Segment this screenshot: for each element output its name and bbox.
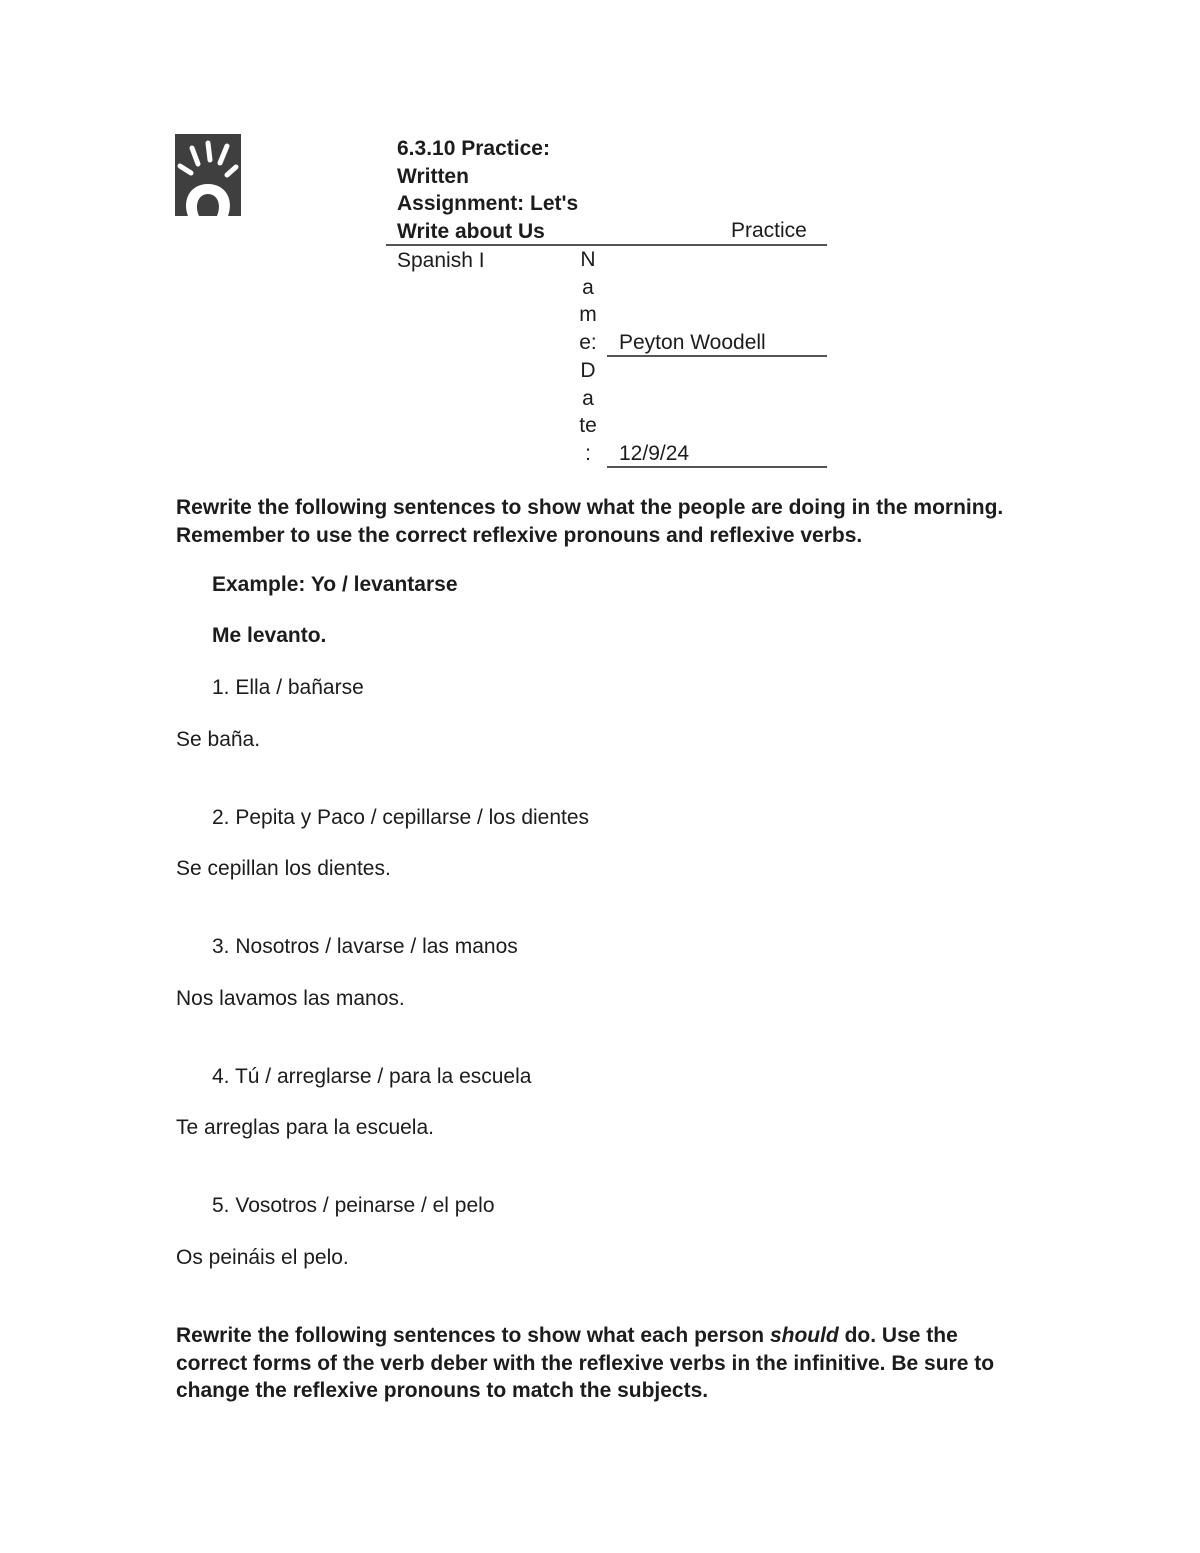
item-prompt: 1. Ella / bañarse	[212, 676, 364, 699]
name-label-char: N	[580, 248, 596, 271]
instruction-line: Remember to use the correct reflexive pronouns and reflexive verbs.	[176, 523, 863, 547]
date-value: 12/9/24	[619, 442, 690, 465]
date-label-char: a	[582, 386, 594, 410]
example-prompt: Example: Yo / levantarse	[212, 573, 458, 596]
name-label-char: m	[579, 303, 597, 327]
date-underline	[607, 466, 827, 468]
item-answer: Te arreglas para la escuela.	[176, 1116, 434, 1139]
item-prompt: 2. Pepita y Paco / cepillarse / los dientes	[212, 806, 590, 829]
example-answer: Me levanto.	[212, 624, 327, 647]
item-answer: Nos lavamos las manos.	[176, 987, 405, 1010]
instruction-line: Rewrite the following sentences to show what the people are doing in the morning.	[176, 496, 1004, 519]
title-line: Write about Us	[397, 219, 545, 243]
assignment-type: Practice	[731, 219, 807, 242]
course-name: Spanish I	[397, 249, 485, 272]
item-answer: Os peináis el pelo.	[176, 1246, 349, 1269]
title-line: Assignment: Let's	[397, 192, 579, 215]
item-prompt: 3. Nosotros / lavarse / las manos	[212, 935, 518, 958]
instruction-line	[176, 1322, 1056, 1350]
name-label-char: e:	[579, 331, 597, 355]
lightbulb-logo-icon	[175, 134, 241, 216]
date-label	[576, 357, 600, 468]
title-line: Written	[397, 164, 469, 188]
name-value: Peyton Woodell	[619, 331, 766, 354]
instructions-part-1	[176, 494, 1056, 549]
instruction-text: do. Use the	[838, 1324, 958, 1347]
assignment-title	[397, 135, 617, 245]
item-prompt: 4. Tú / arreglarse / para la escuela	[212, 1065, 532, 1088]
date-label-char: te	[579, 414, 597, 438]
item-prompt: 5. Vosotros / peinarse / el pelo	[212, 1194, 495, 1217]
title-underline	[386, 244, 827, 246]
instruction-emphasis: should	[769, 1324, 839, 1347]
name-underline	[607, 355, 827, 357]
logo	[175, 134, 241, 216]
date-label-char: :	[585, 442, 591, 466]
item-answer: Se cepillan los dientes.	[176, 857, 391, 880]
instructions-part-2	[176, 1322, 1056, 1405]
item-answer: Se baña.	[176, 728, 261, 751]
instruction-line: change the reflexive pronouns to match the subjects.	[176, 1379, 709, 1402]
name-label	[576, 246, 600, 357]
instruction-line: correct forms of the verb deber with the reflexive verbs in the infinitive. Be sure to	[176, 1351, 995, 1375]
date-label-char: D	[580, 359, 596, 382]
title-line: 6.3.10 Practice:	[397, 137, 550, 160]
name-label-char: a	[582, 275, 594, 299]
instruction-text: Rewrite the following sentences to show what each person	[176, 1324, 770, 1347]
